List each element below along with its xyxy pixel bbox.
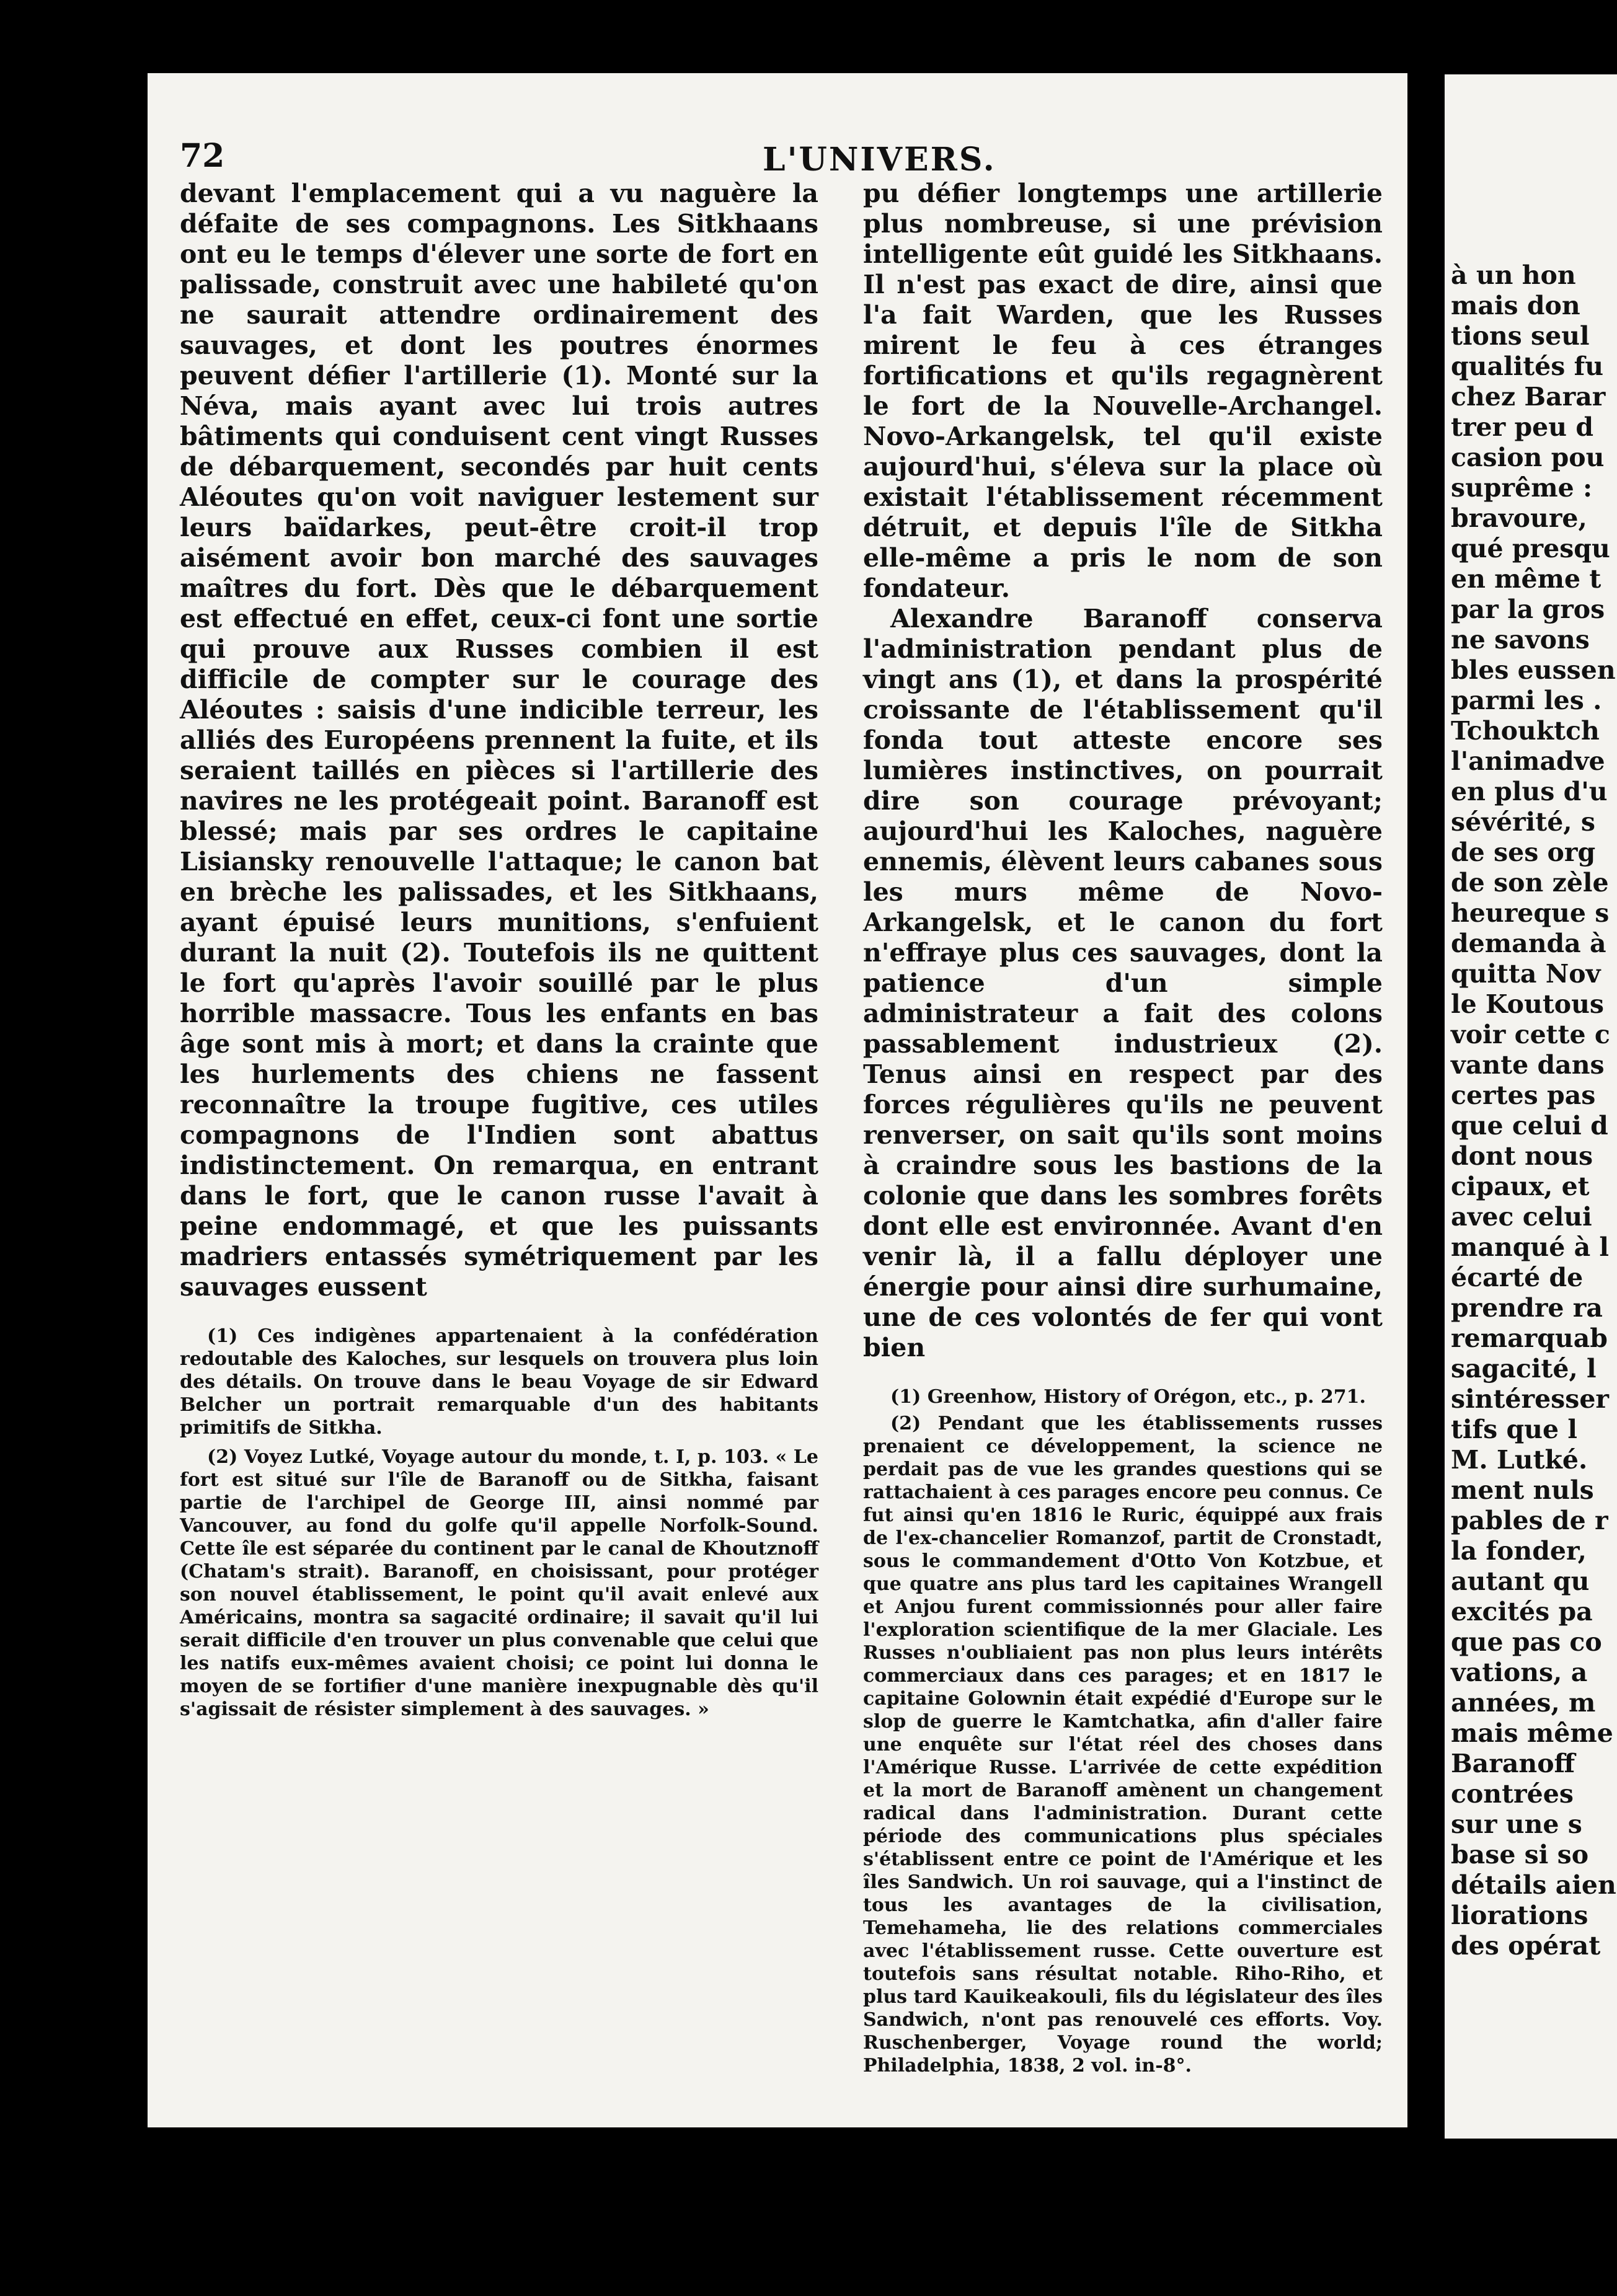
facing-line: bravoure, (1451, 503, 1587, 533)
facing-line: ne savons (1451, 625, 1590, 655)
facing-line: sagacité, l (1451, 1354, 1597, 1384)
facing-line: en même t (1451, 564, 1601, 594)
facing-line: prendre ra (1451, 1293, 1603, 1323)
facing-line: chez Barar (1451, 382, 1606, 412)
facing-line: par la gros (1451, 594, 1605, 624)
facing-line: avec celui (1451, 1202, 1592, 1232)
footnote-1: (1) Ces indigènes appartenaient à la confédération redoutable des Kaloches, sur lesquels on trouvera plus loin des détails. On trouve dans le beau Voyage de sir Edward Belcher un portrait remarquable d'un des habitants primitifs de Sitkha. (180, 1325, 818, 1439)
facing-line: bles eussen (1451, 655, 1616, 685)
facing-line: quitta Nov (1451, 959, 1601, 989)
facing-line: M. Lutké. (1451, 1445, 1588, 1475)
facing-line: tions seul (1451, 321, 1590, 351)
running-title: L'UNIVERS. (763, 141, 996, 179)
facing-line: qué presqu (1451, 534, 1610, 563)
facing-line: manqué à l (1451, 1232, 1610, 1262)
facing-line: parmi les . (1451, 686, 1602, 715)
facing-line: Baranoff (1451, 1749, 1575, 1778)
facing-line: des opérat (1451, 1931, 1601, 1961)
facing-line: remarquab (1451, 1323, 1608, 1353)
facing-line: détails aien (1451, 1870, 1616, 1900)
facing-line: sur une s (1451, 1809, 1582, 1839)
facing-line: demanda à (1451, 929, 1606, 958)
facing-line: qualités fu (1451, 351, 1604, 381)
facing-line: le Koutous (1451, 989, 1605, 1019)
facing-line: casion pou (1451, 443, 1605, 472)
facing-line: sévérité, s (1451, 807, 1595, 837)
left-paragraph: devant l'emplacement qui a vu naguère la défaite de ses compagnons. Les Sitkhaans ont eu le temps d'élever une sorte de fort en palissade, construit avec une habileté qu'on ne saurait attendre ordinairement des sauvages, et dont les poutres énormes peuvent défier l'artillerie (1). Monté sur la Néva, mais ayant avec lui trois autres bâtiments qui conduisent cent vingt Russes de débarquement, secondés par huit cents Aléoutes qu'on voit naviguer lestement sur leurs baïdarkes, peut-être croit-il trop aisément avoir bon marché des sauvages maîtres du fort. Dès que le débarquement est effectué en effet, ceux-ci font une sortie qui prouve aux Russes combien il est difficile de compter sur le courage des Aléoutes : saisis d'une indicible terreur, les alliés des Européens prennent la fuite, et ils seraient taillés en pièces si l'artillerie des navires ne les protégeait point. Baranoff est blessé; mais par ses ordres le capitaine Lisiansky renouvelle l'attaque; le canon bat en brèche les palissades, et les Sitkhaans, ayant épuisé leurs munitions, s'enfuient durant la nuit (2). Toutefois ils ne quittent le fort qu'après l'avoir souillé par le plus horrible massacre. Tous les enfants en bas âge sont mis à mort; et dans la crainte que les hurlements des chiens ne fassent reconnaître la troupe fugitive, ces utiles compagnons de l'Indien sont abattus indistinctement. On remarqua, en entrant dans le fort, que le canon russe l'avait à peine endommagé, et que les puissants madriers entassés symétriquement par les sauvages eussent (180, 179, 818, 1302)
facing-line: que celui d (1451, 1111, 1608, 1141)
left-footnotes (180, 1325, 818, 1721)
facing-line: mais don (1451, 291, 1580, 320)
facing-page (1445, 74, 1617, 2139)
facing-line: cipaux, et (1451, 1172, 1590, 1201)
facing-page-column (1451, 260, 1617, 1961)
facing-line: la fonder, (1451, 1536, 1587, 1566)
facing-line: pables de r (1451, 1506, 1608, 1535)
facing-line: voir cette c (1451, 1020, 1610, 1049)
page-header (180, 127, 1383, 177)
facing-line: liorations (1451, 1901, 1588, 1930)
facing-line: Tchouktch (1451, 716, 1600, 746)
facing-line: contrées (1451, 1779, 1574, 1809)
facing-line: que pas co (1451, 1627, 1602, 1657)
facing-line: vante dans (1451, 1050, 1605, 1080)
facing-line: heureque s (1451, 898, 1610, 928)
facing-line: trer peu d (1451, 412, 1594, 442)
facing-line: ment nuls (1451, 1475, 1594, 1505)
facing-line: en plus d'u (1451, 777, 1608, 806)
facing-line: base si so (1451, 1840, 1589, 1870)
footnote-2: (2) Voyez Lutké, Voyage autour du monde, t. I, p. 103. « Le fort est situé sur l'île de Baranoff ou de Sitkha, faisant partie de l'archipel de George III, ainsi nommé par Vancouver, au fond du golfe qu'il appelle Norfolk-Sound. Cette île est séparée du continent par le canal de Khoutznoff (Chatam's strait). Baranoff, en choisissant, pour protéger son nouvel établissement, le point qu'il avait enlevé aux Américains, montra sa sagacité ordinaire; il savait qu'il lui serait difficile d'en trouver un plus convenable que celui que les natifs eux-mêmes avaient choisi; ce point lui donna le moyen de se fortifier d'une manière inexpugnable dès qu'il s'agissait de résister simplement à des sauvages. » (180, 1446, 818, 1720)
facing-line: mais même (1451, 1718, 1613, 1748)
facing-line: écarté de (1451, 1263, 1584, 1292)
page-number: 72 (180, 137, 225, 175)
facing-line: dont nous (1451, 1141, 1593, 1171)
facing-line: vations, a (1451, 1658, 1588, 1687)
right-column (863, 179, 1383, 2077)
right-paragraph-2: Alexandre Baranoff conserva l'administration pendant plus de vingt ans (1), et dans la prospérité croissante de l'établissement qu'il fonda tout atteste encore ses lumières instinctives, on pourrait dire son courage prévoyant; aujourd'hui les Kaloches, naguère ennemis, élèvent leurs cabanes sous les murs même de Novo-Arkangelsk, et le canon du fort n'effraye plus ces sauvages, dont la patience d'un simple administrateur a fait des colons passablement industrieux (2). Tenus ainsi en respect par des forces régulières qu'ils ne peuvent renverser, on sait qu'ils sont moins à craindre sous les bastions de la colonie que dans les sombres forêts dont elle est environnée. Avant d'en venir là, il a fallu déployer une énergie pour ainsi dire surhumaine, une de ces volontés de fer qui vont bien (863, 604, 1383, 1362)
facing-line: de son zèle (1451, 868, 1609, 898)
facing-line: certes pas (1451, 1080, 1596, 1110)
facing-line: suprême : (1451, 473, 1593, 503)
left-column (180, 179, 818, 1721)
facing-line: excités pa (1451, 1597, 1593, 1627)
footnote-2: (2) Pendant que les établissements russes prenaient ce développement, la science ne perdait pas de vue les grandes questions qui se rattachaient à ces parages encore peu connus. Ce fut ainsi qu'en 1816 le Ruric, équippé aux frais de l'ex-chancelier Romanzof, partit de Cronstadt, sous le commandement d'Otto Von Kotzbue, et que quatre ans plus tard les capitaines Wrangell et Anjou furent commissionnés pour aller faire l'exploration scientifique de la mer Glaciale. Les Russes n'oubliaient pas non plus leurs intérêts commerciaux dans ces parages; et en 1817 le capitaine Golownin était expédié d'Europe sur le slop de guerre le Kamtchatka, afin d'aller faire une enquête sur l'état réel des choses dans l'Amérique Russe. L'arrivée de cette expédition et la mort de Baranoff amènent un changement radical dans l'administration. Durant cette période des communications plus spéciales s'établissent entre ce point de l'Amérique et les îles Sandwich. Un roi sauvage, qui a l'instinct de tous les avantages de la civilisation, Temehameha, lie des relations commerciales avec l'établissement russe. Cette ouverture est toutefois sans résultat notable. Riho-Riho, et plus tard Kauikeakouli, fils du législateur des îles Sandwich, n'ont pas renouvelé ces efforts. Voy. Ruschenberger, Voyage round the world; Philadelphia, 1838, 2 vol. in-8°. (863, 1413, 1383, 2077)
facing-line: à un hon (1451, 260, 1576, 290)
right-paragraph-1: pu défier longtemps une artillerie plus nombreuse, si une prévision intelligente eût guidé les Sitkhaans. Il n'est pas exact de dire, ainsi que l'a fait Warden, que les Russes mirent le feu à ces étranges fortifications et qu'ils regagnèrent le fort de la Nouvelle-Archangel. Novo-Arkangelsk, tel qu'il existe aujourd'hui, s'éleva sur la place où existait l'établissement récemment détruit, et depuis l'île de Sitkha elle-même a pris le nom de son fondateur. (863, 179, 1383, 603)
facing-line: de ses org (1451, 837, 1596, 867)
right-footnotes (863, 1385, 1383, 2077)
facing-line: autant qu (1451, 1566, 1590, 1596)
facing-line: l'animadve (1451, 746, 1605, 776)
footnote-1: (1) Greenhow, History of Orégon, etc., p. 271. (890, 1386, 1366, 1408)
facing-line: années, m (1451, 1688, 1596, 1718)
facing-line: tifs que l (1451, 1415, 1577, 1444)
facing-line: sintéresser (1451, 1384, 1610, 1414)
